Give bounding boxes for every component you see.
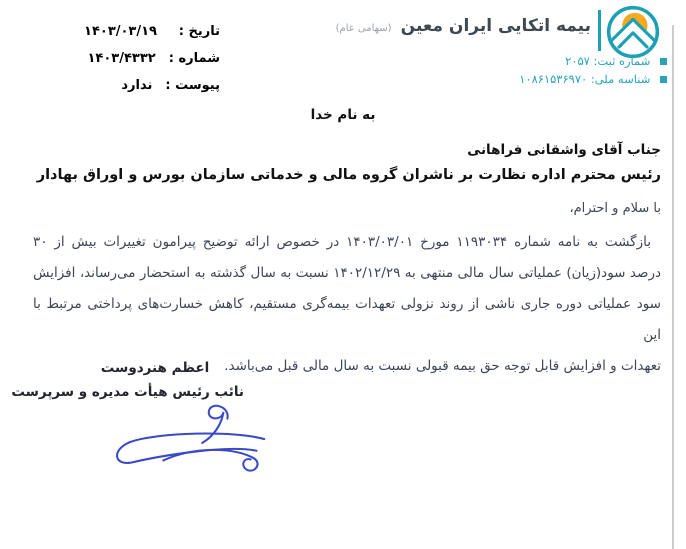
company-type: (سهامی عام) xyxy=(335,23,392,34)
letter-info-block xyxy=(28,24,220,105)
letter-date-label: تاریخ : xyxy=(178,24,220,39)
recipient-name: جناب آقای واشقانی فراهانی xyxy=(467,142,661,158)
recipient-block xyxy=(25,142,661,183)
registration-block xyxy=(519,52,667,88)
registration-value: ۲۰۵۷ xyxy=(565,54,590,68)
registration-label: شماره ثبت: xyxy=(593,54,651,68)
letter-number-row xyxy=(28,51,220,71)
bismillah: به نام خدا xyxy=(310,107,376,123)
company-name-block xyxy=(336,16,591,36)
national-id-row xyxy=(519,70,667,88)
letter-date-value: ۱۴۰۳/۰۳/۱۹ xyxy=(84,24,157,39)
signature-block xyxy=(11,360,244,400)
body-line: سود عملیاتی دوره جاری ناشی از روند نزولی تعهدات بیمه‌گری مستقیم، کاهش خسارت‌های پرداختی مرتبط با این xyxy=(33,296,661,343)
brand-separator xyxy=(598,10,601,51)
salutation: با سلام و احترام، xyxy=(569,201,661,216)
signatory-title: نائب رئیس هیأت مدیره و سرپرست xyxy=(11,384,244,400)
registration-row xyxy=(519,52,667,70)
company-name: بیمه اتکایی ایران معین xyxy=(400,16,591,36)
letter-body xyxy=(33,227,661,382)
square-bullet-icon xyxy=(660,76,667,83)
recipient-title: رئیس محترم اداره نظارت بر ناشران گروه مالی و خدماتی سازمان بورس و اوراق بهادار xyxy=(36,167,661,183)
letter-number-label: شماره : xyxy=(168,51,220,66)
letter-attachment-row xyxy=(28,78,220,98)
letter-attachment-value: ندارد xyxy=(121,78,153,93)
letter-attachment-label: پیوست : xyxy=(165,78,220,93)
national-id-label: شناسه ملی: xyxy=(590,72,651,86)
letter-number-value: ۱۴۰۳/۴۳۳۲ xyxy=(87,51,156,66)
national-id-value: ۱۰۸۶۱۵۳۶۹۷۰ xyxy=(519,72,588,86)
signatory-name: اعظم هنردوست xyxy=(100,360,210,376)
page-edge-line xyxy=(672,25,674,549)
handwritten-signature-icon xyxy=(108,398,273,486)
body-line: درصد سود(زیان) عملیاتی سال مالی منتهی به ۱۴۰۲/۱۲/۲۹ نسبت به سال گذشته به استحضار می‌رساند، افزایش xyxy=(33,265,662,281)
body-line: بازگشت به نامه شماره ۱۱۹۳۰۳۴ مورخ ۱۴۰۳/۰۳/۰۱ در خصوص ارائه توضیح پیرامون تغییرات بیش از ۳۰ xyxy=(33,234,651,250)
letter-date-row xyxy=(28,24,220,44)
body-line: تعهدات و افزایش قابل توجه حق بیمه قبولی نسبت به سال مالی قبل می‌باشد. xyxy=(224,358,661,374)
square-bullet-icon xyxy=(660,58,667,65)
